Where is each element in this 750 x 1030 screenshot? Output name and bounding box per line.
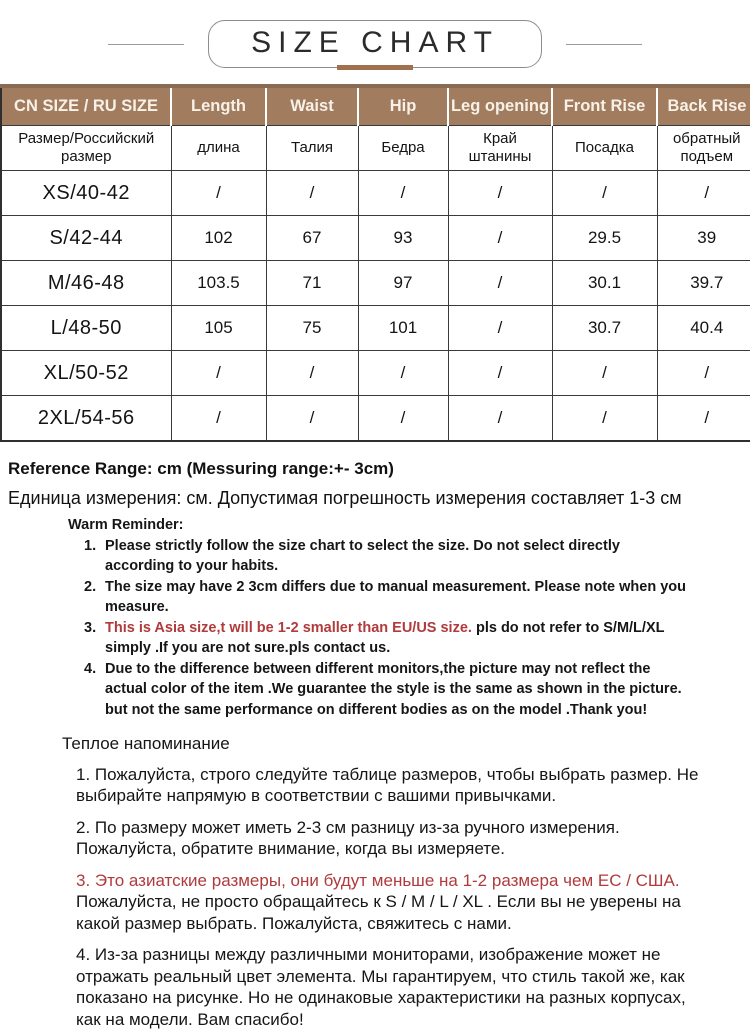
column-header-en: Back Rise <box>657 86 750 126</box>
item-number: 1. <box>84 536 105 577</box>
value-cell: 103.5 <box>171 261 266 306</box>
column-header-en: Front Rise <box>552 86 657 126</box>
size-label-cell: XL/50-52 <box>1 351 171 396</box>
value-cell: / <box>552 351 657 396</box>
value-cell: / <box>266 171 358 216</box>
reference-range-en: Reference Range: cm (Messuring range:+- 3cm) <box>8 459 750 479</box>
value-cell: 93 <box>358 216 448 261</box>
column-header-ru: длина <box>171 126 266 171</box>
value-cell: / <box>552 396 657 442</box>
item-text: The size may have 2 3cm differs due to manual measurement. Please note when you measure. <box>105 577 690 618</box>
warm-reminder-ru <box>62 733 714 1030</box>
column-header-en: Hip <box>358 86 448 126</box>
value-cell: 101 <box>358 306 448 351</box>
value-cell: / <box>448 306 552 351</box>
page-title: SIZE CHART <box>251 26 499 59</box>
value-cell: / <box>358 351 448 396</box>
item-text-red: 3. Это азиатские размеры, они будут меньше на 1-2 размера чем ЕС / США. <box>76 871 680 890</box>
item-text: This is Asia size,t will be 1-2 smaller than EU/US size. pls do not refer to S/M/L/XL simply .If you are not sure.pls contact us. <box>105 618 690 659</box>
column-header-ru: Талия <box>266 126 358 171</box>
value-cell: / <box>266 351 358 396</box>
value-cell: / <box>448 216 552 261</box>
table-body <box>1 171 750 442</box>
size-label-cell: XS/40-42 <box>1 171 171 216</box>
title-left-line <box>108 44 184 45</box>
table-row <box>1 306 750 351</box>
column-header-ru: Посадка <box>552 126 657 171</box>
reminder-item-en <box>84 618 690 659</box>
value-cell: 30.7 <box>552 306 657 351</box>
reminder-item-ru: 4. Из-за разницы между различными мониторами, изображение может не отражать реальный цвет элемента. Мы гарантируем, что стиль такой же, как показано на рисунке. Но не одинаковые характеристики на разных корпусах, как на модели. Вам спасибо! <box>76 944 714 1030</box>
column-header-ru: Бедра <box>358 126 448 171</box>
column-header-en: Leg opening <box>448 86 552 126</box>
column-header-en: Length <box>171 86 266 126</box>
value-cell: 75 <box>266 306 358 351</box>
item-text-red: This is Asia size,t will be 1-2 smaller than EU/US size. <box>105 620 472 636</box>
value-cell: / <box>448 396 552 442</box>
value-cell: 71 <box>266 261 358 306</box>
value-cell: / <box>657 171 750 216</box>
header-row-en <box>1 86 750 126</box>
value-cell: / <box>266 396 358 442</box>
value-cell: / <box>171 396 266 442</box>
value-cell: 97 <box>358 261 448 306</box>
value-cell: 29.5 <box>552 216 657 261</box>
table-row <box>1 171 750 216</box>
table-head <box>1 86 750 171</box>
value-cell: / <box>448 351 552 396</box>
item-text: Please strictly follow the size chart to select the size. Do not select directly according to your habits. <box>105 536 690 577</box>
value-cell: / <box>171 351 266 396</box>
size-label-cell: M/46-48 <box>1 261 171 306</box>
value-cell: / <box>448 261 552 306</box>
reminder-item-ru: 1. Пожалуйста, строго следуйте таблице размеров, чтобы выбрать размер. Не выбирайте напрямую в соответствии с вашими привычками. <box>76 764 714 807</box>
size-chart-header <box>0 0 750 68</box>
column-header-ru: Размер/Российский размер <box>1 126 171 171</box>
column-header-ru: Край штанины <box>448 126 552 171</box>
size-label-cell: S/42-44 <box>1 216 171 261</box>
table-row <box>1 351 750 396</box>
value-cell: 30.1 <box>552 261 657 306</box>
size-chart-table <box>0 84 750 442</box>
table-row <box>1 261 750 306</box>
reminder-en-items <box>68 536 690 721</box>
size-label-cell: L/48-50 <box>1 306 171 351</box>
value-cell: / <box>171 171 266 216</box>
value-cell: / <box>657 351 750 396</box>
size-chart-title-box <box>208 20 542 68</box>
value-cell: / <box>657 396 750 442</box>
column-header-en: CN SIZE / RU SIZE <box>1 86 171 126</box>
title-right-line <box>566 44 642 45</box>
value-cell: 67 <box>266 216 358 261</box>
value-cell: / <box>552 171 657 216</box>
value-cell: 39.7 <box>657 261 750 306</box>
reminder-ru-items <box>62 764 714 1030</box>
table-row <box>1 216 750 261</box>
value-cell: / <box>448 171 552 216</box>
reminder-item-ru: 2. По размеру может иметь 2-3 см разницу из-за ручного измерения. Пожалуйста, обратите внимание, когда вы измеряете. <box>76 817 714 860</box>
reminder-item-en <box>84 536 690 577</box>
table-row <box>1 396 750 442</box>
warm-reminder-heading-en: Warm Reminder: <box>68 515 690 536</box>
value-cell: 39 <box>657 216 750 261</box>
reminder-item-en <box>84 659 690 721</box>
item-number: 3. <box>84 618 105 659</box>
size-label-cell: 2XL/54-56 <box>1 396 171 442</box>
column-header-en: Waist <box>266 86 358 126</box>
reminder-item-en <box>84 577 690 618</box>
item-number: 4. <box>84 659 105 721</box>
value-cell: / <box>358 396 448 442</box>
item-text: Due to the difference between different monitors,the picture may not reflect the actual color of the item .We guarantee the style is the same as shown in the picture. but not the same performance on different bodies as on the model .Thank you! <box>105 659 690 721</box>
reminder-item-ru: 3. Это азиатские размеры, они будут меньше на 1-2 размера чем ЕС / США. Пожалуйста, не просто обращайтесь к S / M / L / XL . Если вы не уверены на какой размер выбрать. Пожалуйста, свяжитесь с нами. <box>76 870 714 935</box>
column-header-ru: обратный подъем <box>657 126 750 171</box>
title-underline-accent <box>337 65 413 70</box>
value-cell: / <box>358 171 448 216</box>
header-row-ru <box>1 126 750 171</box>
warm-reminder-heading-ru: Теплое напоминание <box>62 733 714 755</box>
reference-range-ru: Единица измерения: см. Допустимая погрешность измерения составляет 1-3 см <box>8 488 750 509</box>
value-cell: 40.4 <box>657 306 750 351</box>
value-cell: 105 <box>171 306 266 351</box>
value-cell: 102 <box>171 216 266 261</box>
item-number: 2. <box>84 577 105 618</box>
warm-reminder-en <box>68 515 690 720</box>
